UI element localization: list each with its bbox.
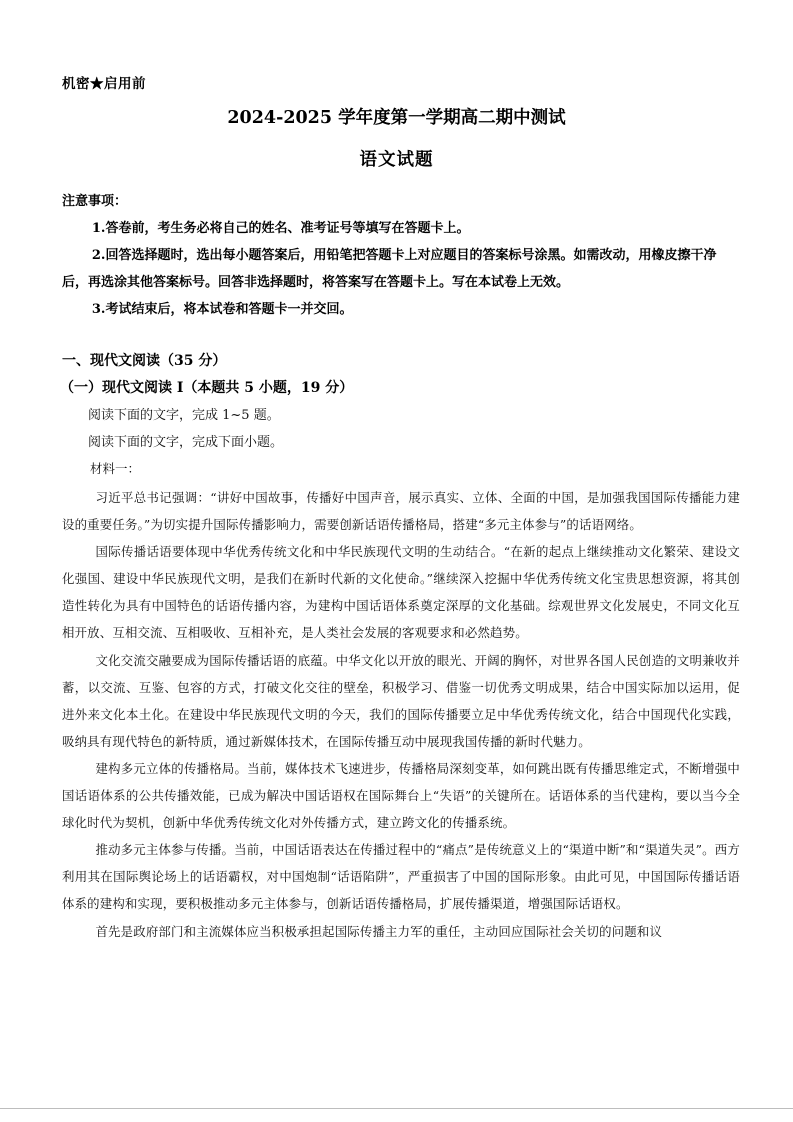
reading-instruction-1: 阅读下面的文字，完成 1~5 题。: [88, 408, 280, 423]
notice-block: [62, 188, 740, 323]
notice-item-3: 3.考试结束后，将本试卷和答题卡一并交回。: [91, 302, 353, 317]
paragraph: 推动多元主体参与传播。当前，中国话语表达在传播过程中的“痛点”是传统意义上的“渠道中断”和“渠道失灵”。西方利用其在国际舆论场上的话语霸权，对中国炮制“话语陷阱”，严重损害了中国的国际形象。由此可见，中国国际传播话语体系的建构和实现，要积极推动多元主体参与，创新话语传播格局，扩展传播渠道，增强国际话语权。: [62, 842, 740, 912]
material-body: [62, 484, 740, 945]
notice-heading: 注意事项：: [62, 194, 128, 209]
paragraph: 首先是政府部门和主流媒体应当积极承担起国际传播主力军的重任，主动回应国际社会关切的问题和议: [95, 923, 663, 939]
exam-title: 2024-2025 学年度第一学期高二期中测试: [227, 108, 566, 128]
notice-item-2: 2.回答选择题时，选出每小题答案后，用铅笔把答题卡上对应题目的答案标号涂黑。如需改动，用橡皮擦干净后，再选涂其他答案标号。回答非选择题时，将答案写在答题卡上。写在本试卷上无效。: [62, 248, 717, 290]
paragraph: 国际传播话语要体现中华优秀传统文化和中华民族现代文明的生动结合。“在新的起点上继续推动文化繁荣、建设文化强国、建设中华民族现代文明，是我们在新时代新的文化使命。”继续深入挖掘中华优秀传统文化宝贵思想资源，将其创造性转化为具有中国特色的话语传播内容，为建构中国话语体系奠定深厚的文化基础。综观世界文化发展史，不同文化互相开放、互相交流、互相吸收、互相补充，是人类社会发展的客观要求和必然趋势。: [62, 544, 740, 641]
part-one-heading: 一、现代文阅读（35 分）: [62, 353, 227, 369]
reading-instruction-2: 阅读下面的文字，完成下面小题。: [88, 435, 284, 450]
material-label: 材料一：: [90, 461, 141, 476]
confidential-label: 机密★启用前: [62, 76, 146, 92]
paragraph: 文化交流交融要成为国际传播话语的底蕴。中华文化以开放的眼光、开阔的胸怀，对世界各国人民创造的文明兼收并蓄，以交流、互鉴、包容的方式，打破文化交往的壁垒，积极学习、借鉴一切优秀文明成果，结合中国实际加以运用，促进外来文化本土化。在建设中华民族现代文明的今天，我们的国际传播要立足中华优秀传统文化，结合中国现代化实践，吸纳具有现代特色的新特质，通过新媒体技术，在国际传播互动中展现我国传播的新时代魅力。: [62, 652, 740, 749]
subject-title: 语文试题: [359, 150, 434, 170]
paragraph: 建构多元立体的传播格局。当前，媒体技术飞速进步，传播格局深刻变革，如何跳出既有传播思维定式，不断增强中国话语体系的公共传播效能，已成为解决中国话语权在国际舞台上“失语”的关键所在。话语体系的当代建构，要以当今全球化时代为契机，创新中华优秀传统文化对外传播方式，建立跨文化的传播系统。: [62, 760, 740, 831]
paragraph: 习近平总书记强调：“讲好中国故事，传播好中国声音，展示真实、立体、全面的中国，是加强我国国际传播能力建设的重要任务。”为切实提升国际传播影响力，需要创新话语传播格局，搭建“多元主体参与”的话语网络。: [62, 490, 740, 533]
page-bottom-divider: [0, 1108, 793, 1109]
notice-item-1: 1.答卷前，考生务必将自己的姓名、准考证号等填写在答题卡上。: [91, 221, 470, 236]
part-one-subheading: （一）现代文阅读 I（本题共 5 小题，19 分）: [60, 380, 354, 396]
